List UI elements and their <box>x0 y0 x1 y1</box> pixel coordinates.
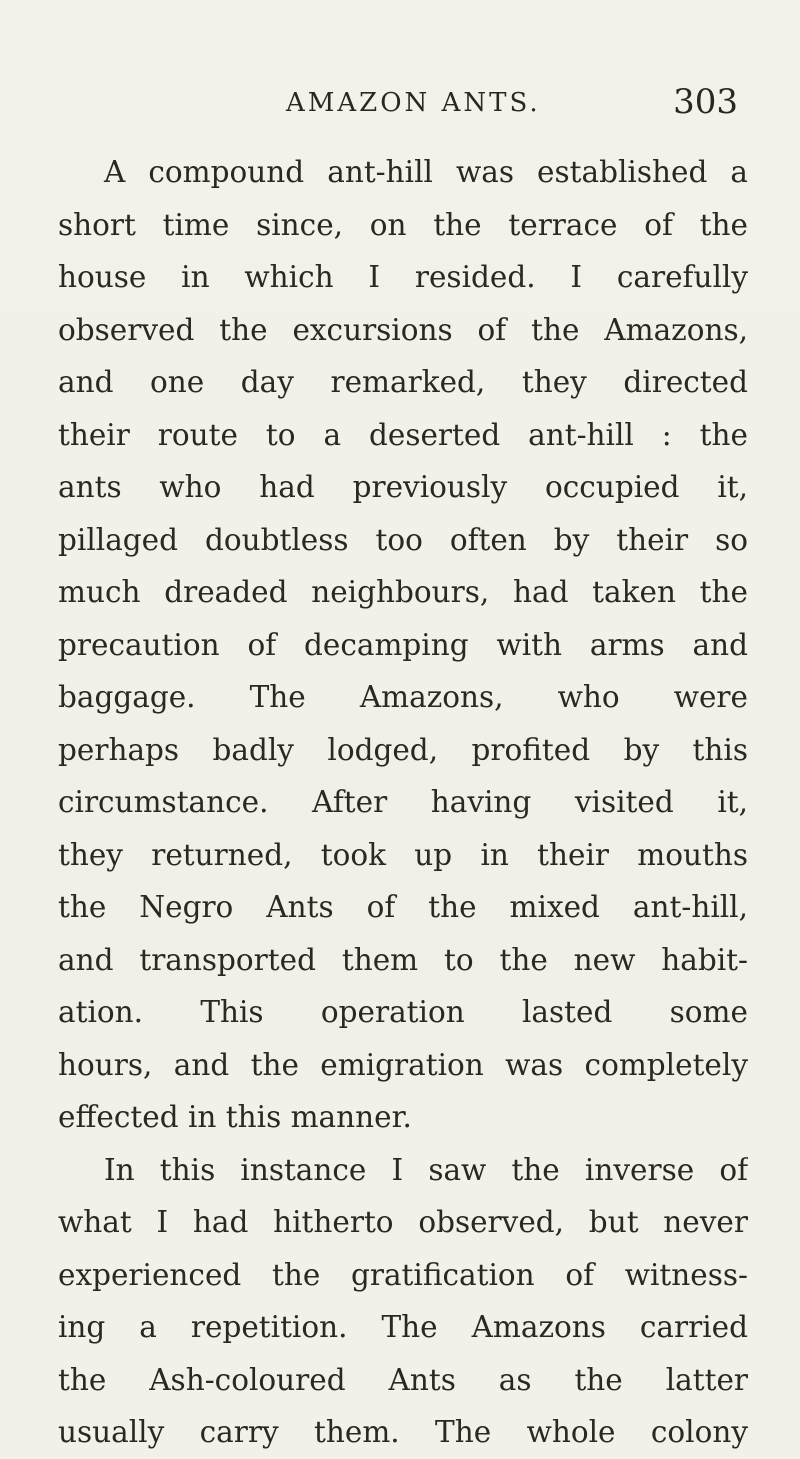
text-line: they returned, took up in their mouths <box>58 837 748 872</box>
text-line: hours, and the emigration was completely <box>58 1047 748 1082</box>
text-line: A compound ant-hill was established a <box>104 155 748 189</box>
text-line: their route to a deserted ant-hill : the <box>58 417 748 452</box>
text-line: usually carry them. The whole colony <box>58 1415 748 1449</box>
text-line: pillaged doubtless too often by their so <box>58 522 748 557</box>
page-number: 303 <box>673 82 738 122</box>
text-line: observed the excursions of the Amazons, <box>58 312 748 347</box>
body-text <box>58 146 748 1459</box>
text-line: and transported them to the new habit- <box>58 942 748 977</box>
text-line: what I had hitherto observed, but never <box>58 1205 748 1239</box>
text-line: the Negro Ants of the mixed ant-hill, <box>58 890 748 924</box>
text-line: perhaps badly lodged, profited by this <box>58 732 748 767</box>
text-line: circumstance. After having visited it, <box>58 785 748 819</box>
text-line: baggage. The Amazons, who were <box>58 680 748 714</box>
text-line: ing a repetition. The Amazons carried <box>58 1310 748 1344</box>
text-line: much dreaded neighbours, had taken the <box>58 575 748 609</box>
text-line: and one day remarked, they directed <box>58 365 748 399</box>
text-line: ants who had previously occupied it, <box>58 470 748 504</box>
text-line: ation. This operation lasted some <box>58 995 748 1029</box>
text-line: In this instance I saw the inverse of <box>104 1152 748 1187</box>
text-line: effected in this manner. <box>58 1100 412 1134</box>
running-head <box>0 82 800 128</box>
text-line: the Ash-coloured Ants as the latter <box>58 1362 748 1397</box>
text-line: precaution of decamping with arms and <box>58 627 748 662</box>
text-line: short time since, on the terrace of the <box>58 207 748 242</box>
text-line: experienced the gratification of witness- <box>58 1257 748 1292</box>
text-line: house in which I resided. I carefully <box>58 260 748 294</box>
running-title: AMAZON ANTS. <box>286 88 541 118</box>
